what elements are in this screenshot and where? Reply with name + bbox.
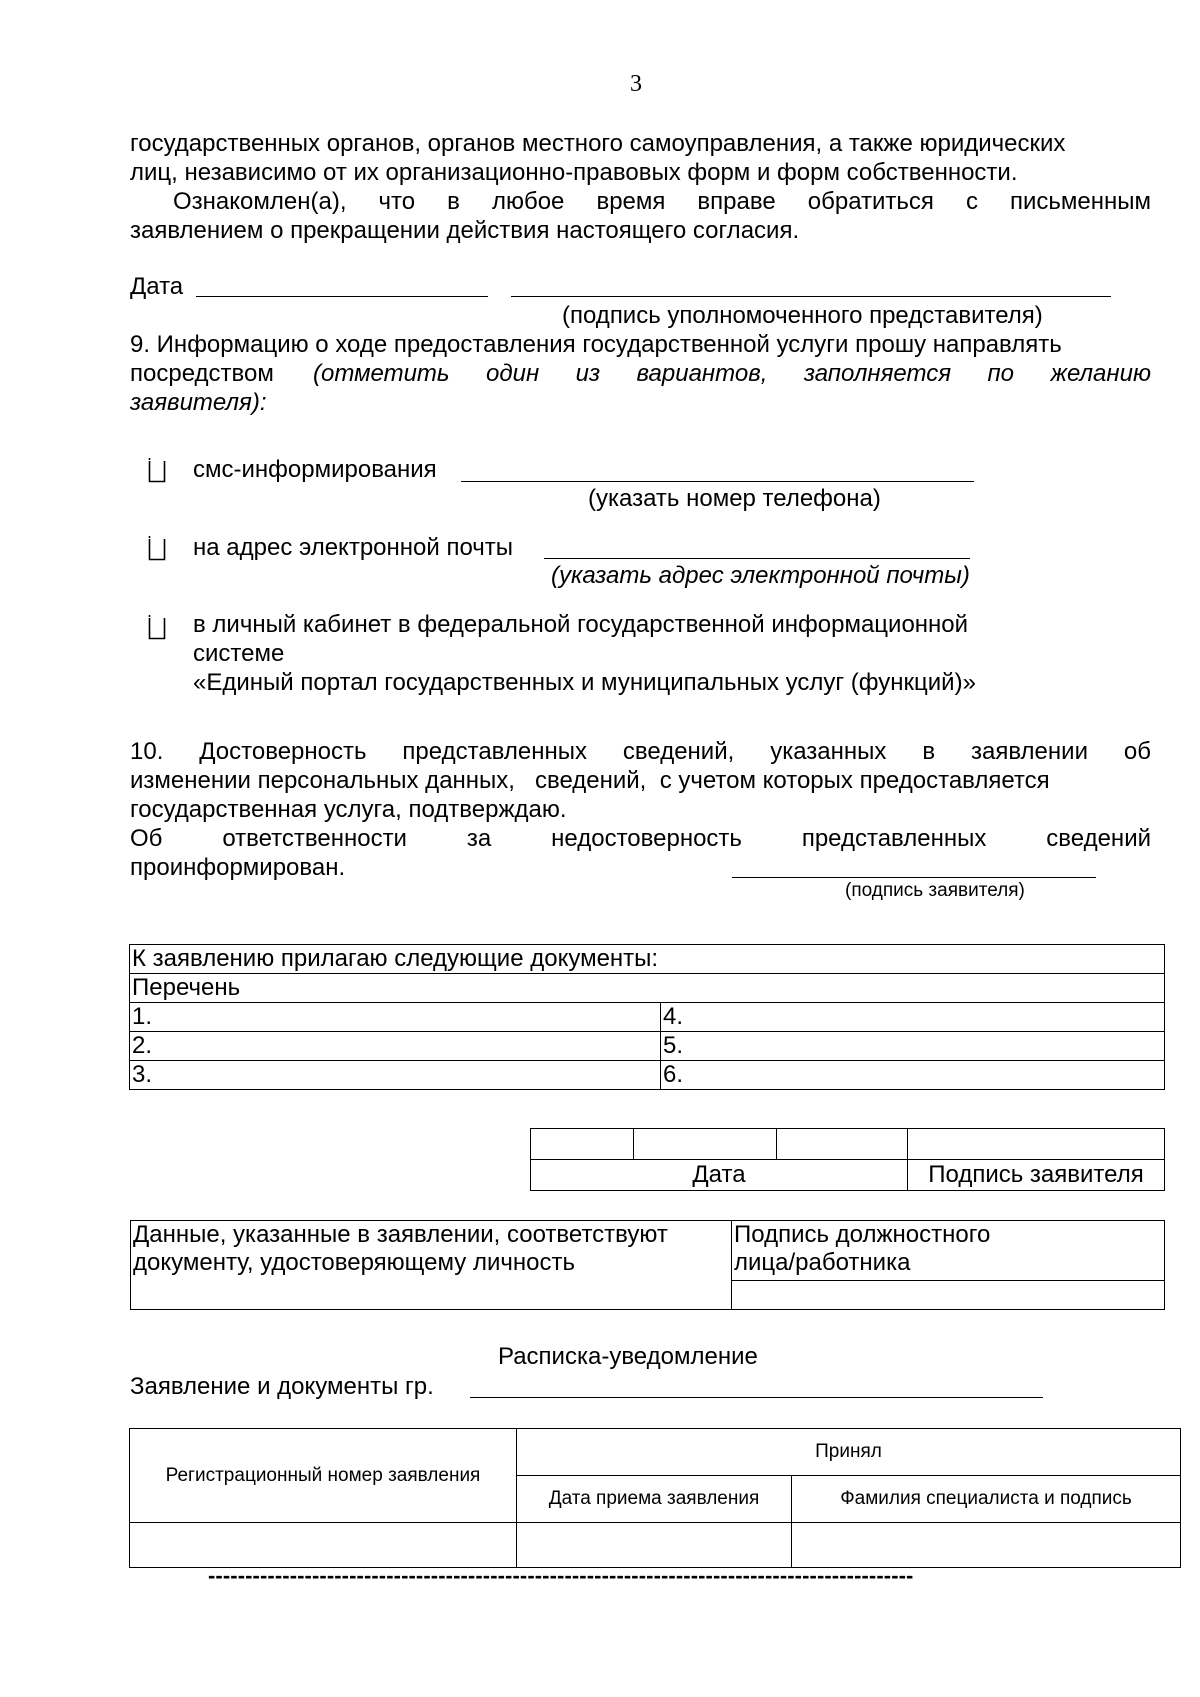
section9-line-2 (130, 359, 1151, 388)
date-caption: Дата (531, 1160, 908, 1191)
attachment-cell[interactable]: 6. (661, 1061, 1165, 1090)
rep-signature-caption: (подпись уполномоченного представителя) (562, 302, 1043, 329)
option-portal-label-2: системе (193, 640, 285, 667)
page-number: 3 (630, 71, 642, 97)
official-line-2: лица/работника (734, 1249, 911, 1276)
signature-caption: Подпись заявителя (908, 1160, 1165, 1191)
section9-line-3: заявителя): (130, 389, 267, 416)
date-label: Дата (130, 273, 184, 300)
option-sms-checkbox[interactable] (148, 457, 166, 483)
option-email-caption: (указать адрес электронной почты) (551, 562, 970, 589)
attachments-list-label: Перечень (130, 974, 1165, 1003)
verification-statement (131, 1221, 732, 1310)
official-signature-cell[interactable] (732, 1280, 1165, 1309)
intro-line-1: государственных органов, органов местного самоуправления, а также юридических (130, 130, 1066, 157)
section10-line-3: государственная услуга, подтверждаю. (130, 796, 567, 823)
accepted-header: Принял (517, 1429, 1181, 1476)
date-field-line[interactable] (196, 296, 488, 297)
table-row (130, 1061, 1165, 1090)
table-row (130, 1003, 1165, 1032)
email-field-line[interactable] (544, 558, 970, 559)
section9-line-1: 9. Информацию о ходе предоставления государственной услуги прошу направлять (130, 331, 1062, 358)
intro-line-2: лиц, независимо от их организационно-правовых форм и форм собственности. (130, 159, 1018, 186)
option-email-label: на адрес электронной почты (193, 534, 514, 561)
intro-line-3: Ознакомлен(а), что в любое время вправе обратиться с письменным (173, 188, 1151, 215)
attachment-cell[interactable]: 2. (130, 1032, 661, 1061)
option-portal-label-3: «Единый портал государственных и муниципальных услуг (функций)» (193, 669, 976, 696)
option-email-checkbox[interactable] (148, 535, 166, 561)
option-portal-label-1: в личный кабинет в федеральной государственной информационной (193, 611, 969, 638)
option-portal-checkbox[interactable] (148, 614, 166, 640)
reg-number-header: Регистрационный номер заявления (130, 1429, 517, 1523)
rep-signature-line[interactable] (511, 296, 1111, 297)
date-signature-table (530, 1128, 1165, 1191)
date-received-header: Дата приема заявления (517, 1476, 792, 1523)
applicant-signature-line[interactable] (732, 877, 1096, 878)
applicant-name-line[interactable] (470, 1397, 1043, 1398)
verification-line-2: документу, удостоверяющему личность (133, 1249, 575, 1276)
section9-line-2-italic: (отметить один из вариантов, заполняется по желанию (313, 360, 1151, 387)
specialist-header: Фамилия специалиста и подпись (792, 1476, 1181, 1523)
attachment-cell[interactable]: 1. (130, 1003, 661, 1032)
receipt-table (129, 1428, 1181, 1568)
attachment-cell[interactable]: 3. (130, 1061, 661, 1090)
section10-line-5: проинформирован. (130, 854, 346, 881)
receipt-title: Расписка-уведомление (498, 1343, 758, 1370)
attachments-table (129, 944, 1165, 1090)
official-line-1: Подпись должностного (734, 1221, 991, 1248)
option-sms-caption: (указать номер телефона) (588, 485, 881, 512)
phone-field-line[interactable] (461, 481, 974, 482)
applicant-signature-caption: (подпись заявителя) (845, 880, 1025, 901)
receipt-applicant-label: Заявление и документы гр. (130, 1373, 434, 1400)
official-signature-label (732, 1221, 1165, 1281)
verification-table (130, 1220, 1165, 1310)
attachment-cell[interactable]: 5. (661, 1032, 1165, 1061)
verification-line-1: Данные, указанные в заявлении, соответствуют (133, 1221, 668, 1248)
signature-cell[interactable] (908, 1129, 1165, 1160)
cut-line: ----------------------------------------------------------------------------------------------- (208, 1563, 914, 1588)
date-day-cell[interactable] (531, 1129, 634, 1160)
attachments-header: К заявлению прилагаю следующие документы: (130, 945, 1165, 974)
attachment-cell[interactable]: 4. (661, 1003, 1165, 1032)
intro-line-4: заявлением о прекращении действия настоящего согласия. (130, 217, 800, 244)
date-year-cell[interactable] (777, 1129, 908, 1160)
table-row (130, 1032, 1165, 1061)
option-sms-label: смс-информирования (193, 456, 437, 483)
section10-line-1: 10. Достоверность представленных сведений, указанных в заявлении об (130, 738, 1151, 765)
section9-line-2-plain: посредством (130, 360, 274, 387)
section10-line-4: Об ответственности за недостоверность представленных сведений (130, 825, 1151, 852)
section10-line-2: изменении персональных данных, сведений, с учетом которых предоставляется (130, 767, 1050, 794)
date-month-cell[interactable] (634, 1129, 777, 1160)
